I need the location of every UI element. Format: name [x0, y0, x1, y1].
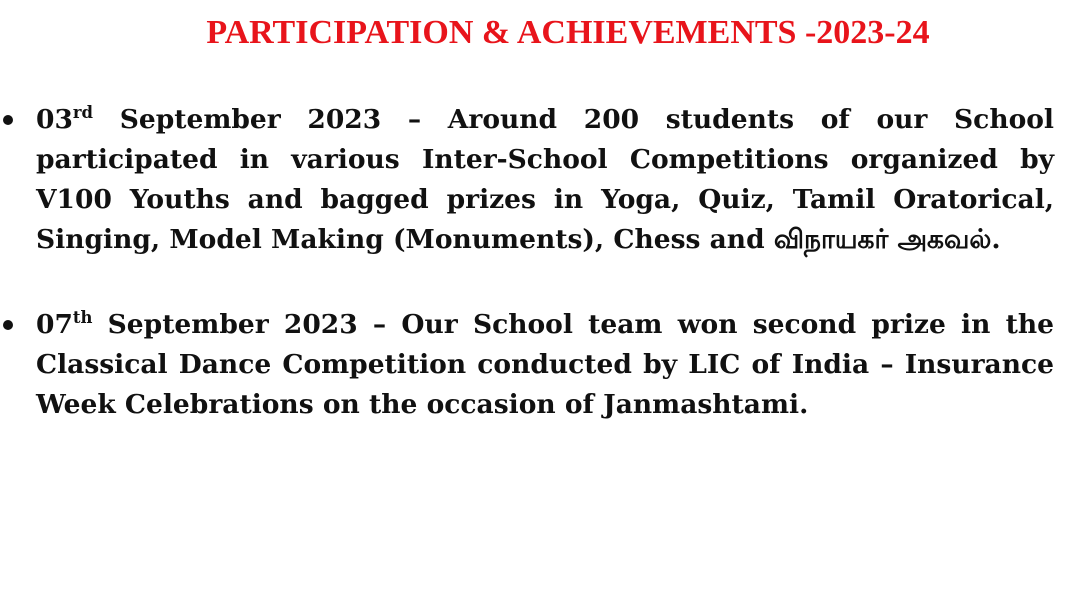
page-title: PARTICIPATION & ACHIEVEMENTS -2023-24	[206, 14, 930, 51]
achievement-day-suffix: th	[72, 307, 93, 327]
bullet-icon	[3, 320, 13, 330]
achievement-text	[36, 100, 1054, 260]
list-item	[0, 305, 1076, 425]
bullet-icon	[3, 115, 13, 125]
list-item	[0, 100, 1076, 260]
achievement-description: September 2023 – Around 200 students of our School participated in various Inter-School Competitions organized by V100 Youths and bagged prizes in Yoga, Quiz, Tamil Oratorical, Singing, Model Making (Monuments), Chess and விநாயகர் அகவல்.	[36, 104, 1054, 255]
achievement-day-suffix: rd	[72, 102, 94, 122]
achievement-day: 07	[36, 309, 73, 340]
achievement-text	[36, 305, 1054, 425]
achievement-description: September 2023 – Our School team won second prize in the Classical Dance Competition conducted by LIC of India – Insurance Week Celebrations on the occasion of Janmashtami.	[36, 309, 1054, 420]
achievement-day: 03	[36, 104, 73, 135]
achievement-list	[0, 100, 1076, 470]
